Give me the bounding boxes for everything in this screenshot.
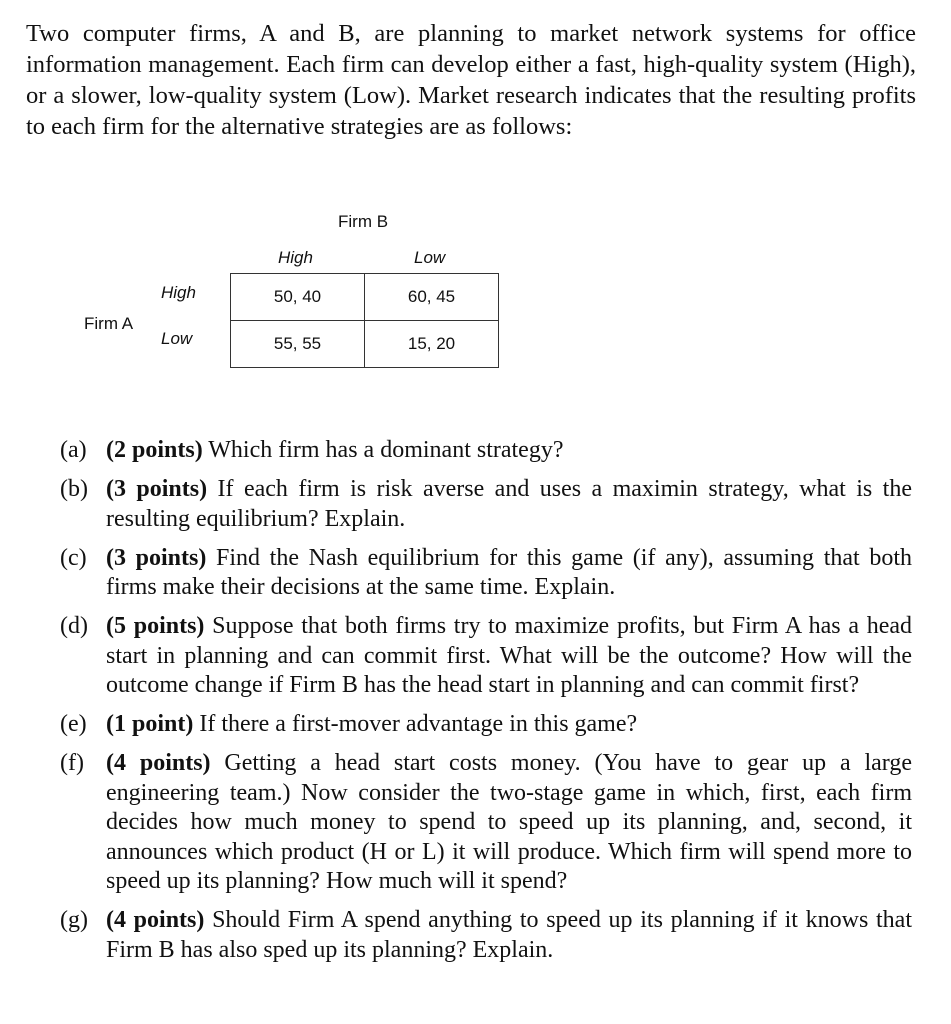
question-points: (3 points) [106,476,208,502]
question-e [60,710,912,740]
question-letter: (c) [60,544,87,571]
cell-high-high: 50, 40 [231,274,365,321]
question-points: (3 points) [106,544,207,571]
payoff-table [230,273,499,368]
question-letter: (f) [60,750,84,776]
cell-low-high: 55, 55 [231,321,365,368]
question-letter: (a) [60,437,87,463]
question-points: (4 points) [106,750,211,776]
question-text: Suppose that both firms try to maximize profits, but Firm A has a head start in planning and can commit first. What will be the outcome? How will the outcome change if Firm B has the head start in planning and can commit first? [106,613,913,698]
question-text: If there a first-mover advantage in this game? [199,711,638,737]
question-letter: (g) [60,907,88,933]
question-points: (5 points) [106,613,205,639]
question-list [60,436,912,975]
question-text: If each firm is risk averse and uses a maximin strategy, what is the resulting equilibrium? Explain. [106,476,912,532]
cell-low-low: 15, 20 [365,321,499,368]
firm-b-label: Firm B [338,212,389,231]
col-header-low: Low [414,248,446,267]
firm-a-label: Firm A [84,314,134,333]
question-points: (2 points) [106,437,203,463]
question-points: (1 point) [106,711,194,737]
question-a [60,436,912,466]
question-points: (4 points) [106,907,205,933]
question-text: Find the Nash equilibrium for this game (if any), assuming that both firms make their decisions at the same time. Explain. [106,544,912,600]
question-text: Which firm has a dominant strategy? [208,437,564,463]
table-row [231,321,499,368]
question-c [60,544,912,603]
table-row [231,274,499,321]
question-letter: (d) [60,613,88,639]
question-text: Should Firm A spend anything to speed up its planning if it knows that Firm B has also sped up its planning? Explain. [106,907,912,963]
question-b [60,475,912,534]
question-d [60,612,912,701]
row-header-low: Low [161,329,193,348]
question-f [60,749,912,897]
problem-intro: Two computer firms, A and B, are planning to market network systems for office information management. Each firm can develop either a fast, high-quality system (High), or a slower, low-quality system (Low). Market research indicates that the resulting profits to each firm for the alternative strategies are as follows: [26,20,916,140]
question-g [60,906,912,965]
row-header-high: High [161,283,196,302]
col-header-high: High [278,248,313,267]
question-letter: (e) [60,711,87,737]
payoff-matrix-figure [0,0,951,420]
cell-high-low: 60, 45 [365,274,499,321]
question-letter: (b) [60,476,88,502]
question-text: Getting a head start costs money. (You have to gear up a large engineering team.) Now consider the two-stage game in which, first, each firm decides how much money to spend to speed up its planning, and, second, it announces which product (H or L) it will produce. Which firm will spend more to speed up its planning? How much will it spend? [106,750,912,894]
